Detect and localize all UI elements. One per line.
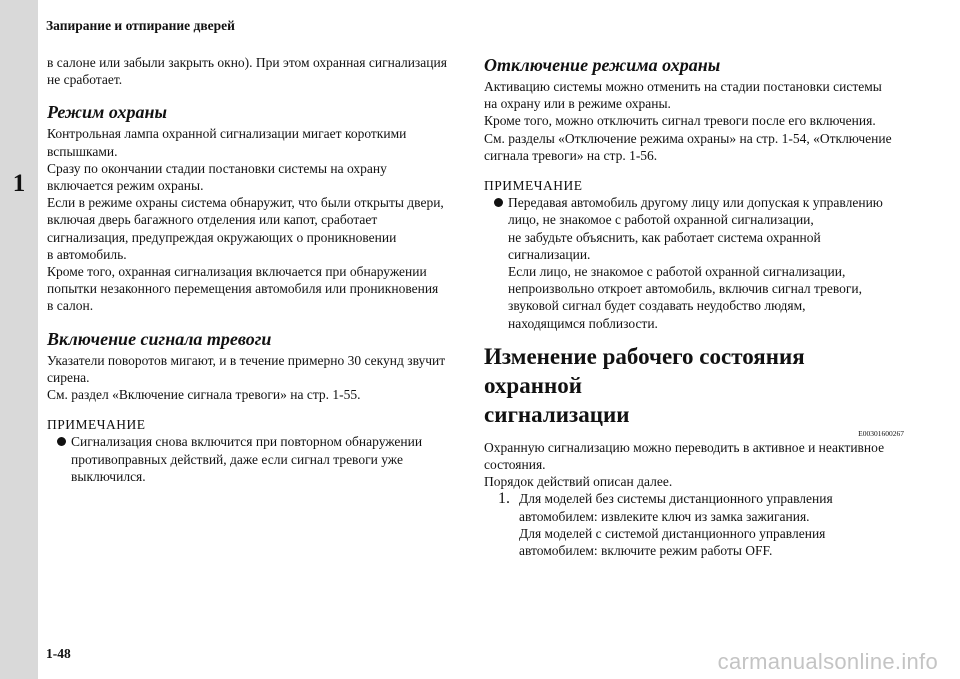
section-heading-guard-mode: Режим охраны	[47, 102, 167, 123]
page-number: 1-48	[46, 646, 71, 661]
note-line: Передавая автомобиль другому лицу или допуская к управлению	[508, 195, 883, 211]
note-line: выключился.	[71, 468, 146, 484]
paragraph-line: вспышками.	[47, 143, 118, 159]
chapter-number: 1	[12, 170, 26, 197]
watermark: carmanualsonline.info	[717, 649, 938, 674]
paragraph-line: на охрану или в режиме охраны.	[484, 96, 671, 112]
note-label: ПРИМЕЧАНИЕ	[484, 178, 583, 194]
note-bullet	[47, 433, 455, 485]
paragraph-line: Указатели поворотов мигают, и в течение примерно 30 секунд звучит	[47, 352, 446, 368]
note-bullet	[484, 194, 904, 332]
paragraph-line: Кроме того, можно отключить сигнал тревоги после его включения.	[484, 113, 876, 129]
paragraph-line: Порядок действий описан далее.	[484, 474, 673, 490]
paragraph-line: включая дверь багажного отделения или капот, сработает	[47, 212, 378, 228]
numbered-step	[484, 490, 904, 559]
paragraph-line: Контрольная лампа охранной сигнализации мигает короткими	[47, 126, 407, 142]
section-heading-disable-guard: Отключение режима охраны	[484, 55, 721, 75]
page-header-title: Запирание и отпирание дверей	[46, 18, 235, 33]
paragraph-line: состояния.	[484, 457, 546, 473]
section-heading-alarm: Включение сигнала тревоги	[47, 328, 272, 349]
paragraph-line: в салон.	[47, 298, 94, 314]
heading-line: Изменение рабочего состояния охранной	[484, 343, 805, 398]
left-column	[47, 54, 455, 485]
section-heading-change-state	[484, 342, 904, 429]
chapter-tab	[0, 0, 38, 679]
paragraph-line: См. разделы «Отключение режима охраны» на стр. 1-54, «Отключение	[484, 130, 892, 146]
heading-line: сигнализации	[484, 401, 630, 427]
note-line: Если лицо, не знакомое с работой охранной сигнализации,	[508, 264, 846, 280]
step-line: автомобилем: извлеките ключ из замка зажигания.	[519, 508, 810, 524]
paragraph-line: включается режим охраны.	[47, 178, 204, 194]
paragraph-line: попытки незаконного перемещения автомобиля или проникновения	[47, 281, 439, 297]
step-line: Для моделей без системы дистанционного управления	[519, 491, 833, 507]
note-line: сигнализации.	[508, 246, 591, 262]
note-line: не забудьте объяснить, как работает система охранной	[508, 229, 821, 245]
bullet-icon	[57, 437, 66, 446]
step-line: автомобилем: включите режим работы OFF.	[519, 543, 773, 559]
step-number: 1.	[498, 490, 510, 508]
paragraph-line: Если в режиме охраны система обнаружит, что были открыты двери,	[47, 195, 444, 211]
note-line: противоправных действий, даже если сигнал тревоги уже	[71, 451, 403, 467]
paragraph-line: См. раздел «Включение сигнала тревоги» на стр. 1-55.	[47, 387, 361, 403]
paragraph-line: сигнализация, предупреждая окружающих о проникновении	[47, 229, 397, 245]
note-line: непроизвольно откроет автомобиль, включив сигнал тревоги,	[508, 281, 863, 297]
note-line: находящимся поблизости.	[508, 315, 658, 331]
note-line: лицо, не знакомое с работой охранной сигнализации,	[508, 212, 814, 228]
paragraph-line: Активацию системы можно отменить на стадии постановки системы	[484, 79, 882, 94]
bullet-icon	[494, 198, 503, 207]
intro-line: в салоне или забыли закрыть окно). При этом охранная сигнализация	[47, 55, 447, 70]
note-label: ПРИМЕЧАНИЕ	[47, 417, 146, 433]
step-line: Для моделей с системой дистанционного управления	[519, 525, 826, 541]
paragraph-line: Сразу по окончании стадии постановки системы на охрану	[47, 160, 387, 176]
paragraph-line: в автомобиль.	[47, 246, 127, 262]
paragraph-line: Охранную сигнализацию можно переводить в активное и неактивное	[484, 439, 885, 455]
paragraph-line: сирена.	[47, 369, 90, 385]
paragraph-line: сигнала тревоги» на стр. 1-56.	[484, 147, 658, 163]
note-line: звуковой сигнал будет создавать неудобство людям,	[508, 298, 806, 314]
right-column	[484, 54, 904, 559]
intro-line: не сработает.	[47, 72, 123, 88]
section-code: E00301600267	[858, 428, 904, 438]
paragraph-line: Кроме того, охранная сигнализация включается при обнаружении	[47, 264, 427, 280]
note-line: Сигнализация снова включится при повторном обнаружении	[71, 434, 423, 450]
